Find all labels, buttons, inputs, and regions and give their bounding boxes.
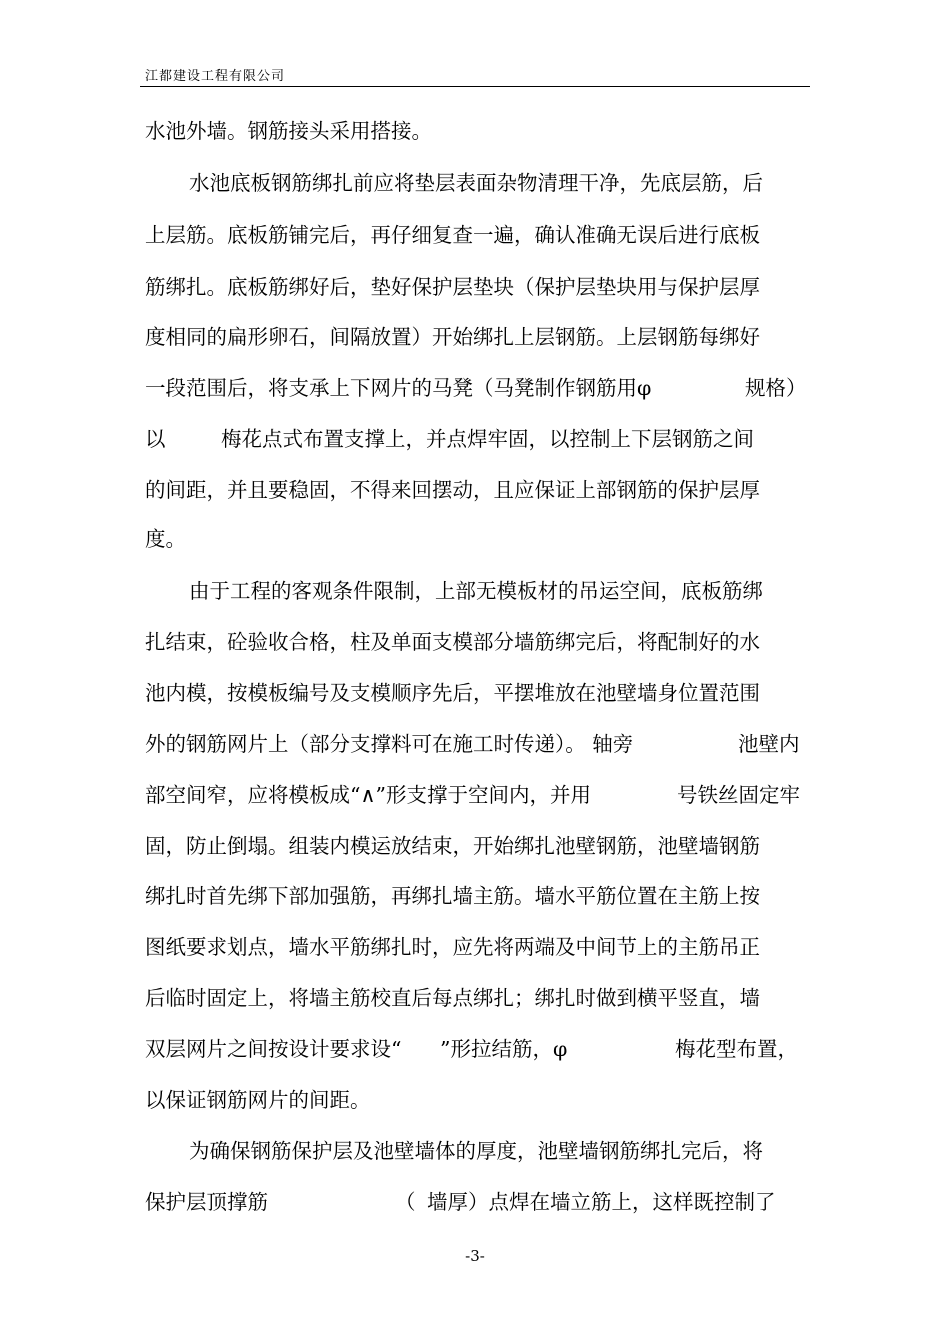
text-line: 绑扎时首先绑下部加强筋，再绑扎墙主筋。墙水平筋位置在主筋上按	[145, 884, 760, 908]
text-line: 由于工程的客观条件限制，上部无模板材的吊运空间，底板筋绑	[189, 579, 763, 603]
text-line	[145, 374, 810, 402]
text-line: 池内模，按模板编号及支模顺序先后，平摆堆放在池壁墙身位置范围	[145, 681, 760, 705]
text-line: 度相同的扁形卵石，间隔放置）开始绑扎上层钢筋。上层钢筋每绑好	[145, 325, 760, 349]
text-segment: 一段范围后，将支承上下网片的马凳（马凳制作钢筋用φ	[145, 376, 652, 400]
text-line: 扎结束，砼验收合格，柱及单面支模部分墙筋绑完后，将配制好的水	[145, 630, 760, 654]
text-line: 固，防止倒塌。组装内模运放结束，开始绑扎池壁钢筋，池壁墙钢筋	[145, 834, 760, 858]
page-number: -3-	[465, 1247, 485, 1265]
text-segment: （	[395, 1190, 416, 1214]
text-line	[145, 730, 810, 758]
text-line: 后临时固定上，将墙主筋校直后每点绑扎；绑扎时做到横平竖直，墙	[145, 986, 760, 1010]
text-segment: 外的钢筋网片上（部分支撑料可在施工时传递）。 轴旁	[145, 732, 634, 756]
text-line: 度。	[145, 527, 186, 551]
header-divider	[140, 86, 810, 87]
text-line	[145, 425, 810, 453]
text-line	[145, 781, 810, 809]
text-line: 的间距，并且要稳固，不得来回摆动，且应保证上部钢筋的保护层厚	[145, 478, 760, 502]
text-segment: 墙厚）点焊在墙立筋上，这样既控制了	[427, 1190, 776, 1214]
text-segment: ”形拉结筋，φ	[440, 1037, 568, 1061]
text-segment: 双层网片之间按设计要求设“	[145, 1037, 402, 1061]
text-segment: 规格）	[745, 376, 807, 400]
text-line	[145, 1188, 810, 1216]
text-segment: 号铁丝固定牢	[677, 783, 800, 807]
text-line: 水池底板钢筋绑扎前应将垫层表面杂物清理干净，先底层筋，后	[189, 171, 763, 195]
text-line: 水池外墙。钢筋接头采用搭接。	[145, 119, 432, 143]
running-header-company: 江都建设工程有限公司	[145, 69, 286, 84]
text-line: 以保证钢筋网片的间距。	[145, 1088, 371, 1112]
text-line: 为确保钢筋保护层及池壁墙体的厚度，池壁墙钢筋绑扎完后，将	[189, 1139, 763, 1163]
text-line: 上层筋。底板筋铺完后，再仔细复查一遍，确认准确无误后进行底板	[145, 223, 760, 247]
text-segment: 部空间窄，应将模板成“∧”形支撑于空间内，并用	[145, 783, 591, 807]
text-line: 筋绑扎。底板筋绑好后，垫好保护层垫块（保护层垫块用与保护层厚	[145, 275, 760, 299]
text-segment: 保护层顶撑筋	[145, 1190, 268, 1214]
text-line: 图纸要求划点，墙水平筋绑扎时，应先将两端及中间节上的主筋吊正	[145, 935, 760, 959]
text-segment: 以	[145, 427, 166, 451]
text-line	[145, 1035, 810, 1063]
text-segment: 梅花型布置，	[675, 1037, 798, 1061]
text-segment: 梅花点式布置支撑上，并点焊牢固，以控制上下层钢筋之间	[221, 427, 754, 451]
text-segment: 池壁内	[738, 732, 800, 756]
